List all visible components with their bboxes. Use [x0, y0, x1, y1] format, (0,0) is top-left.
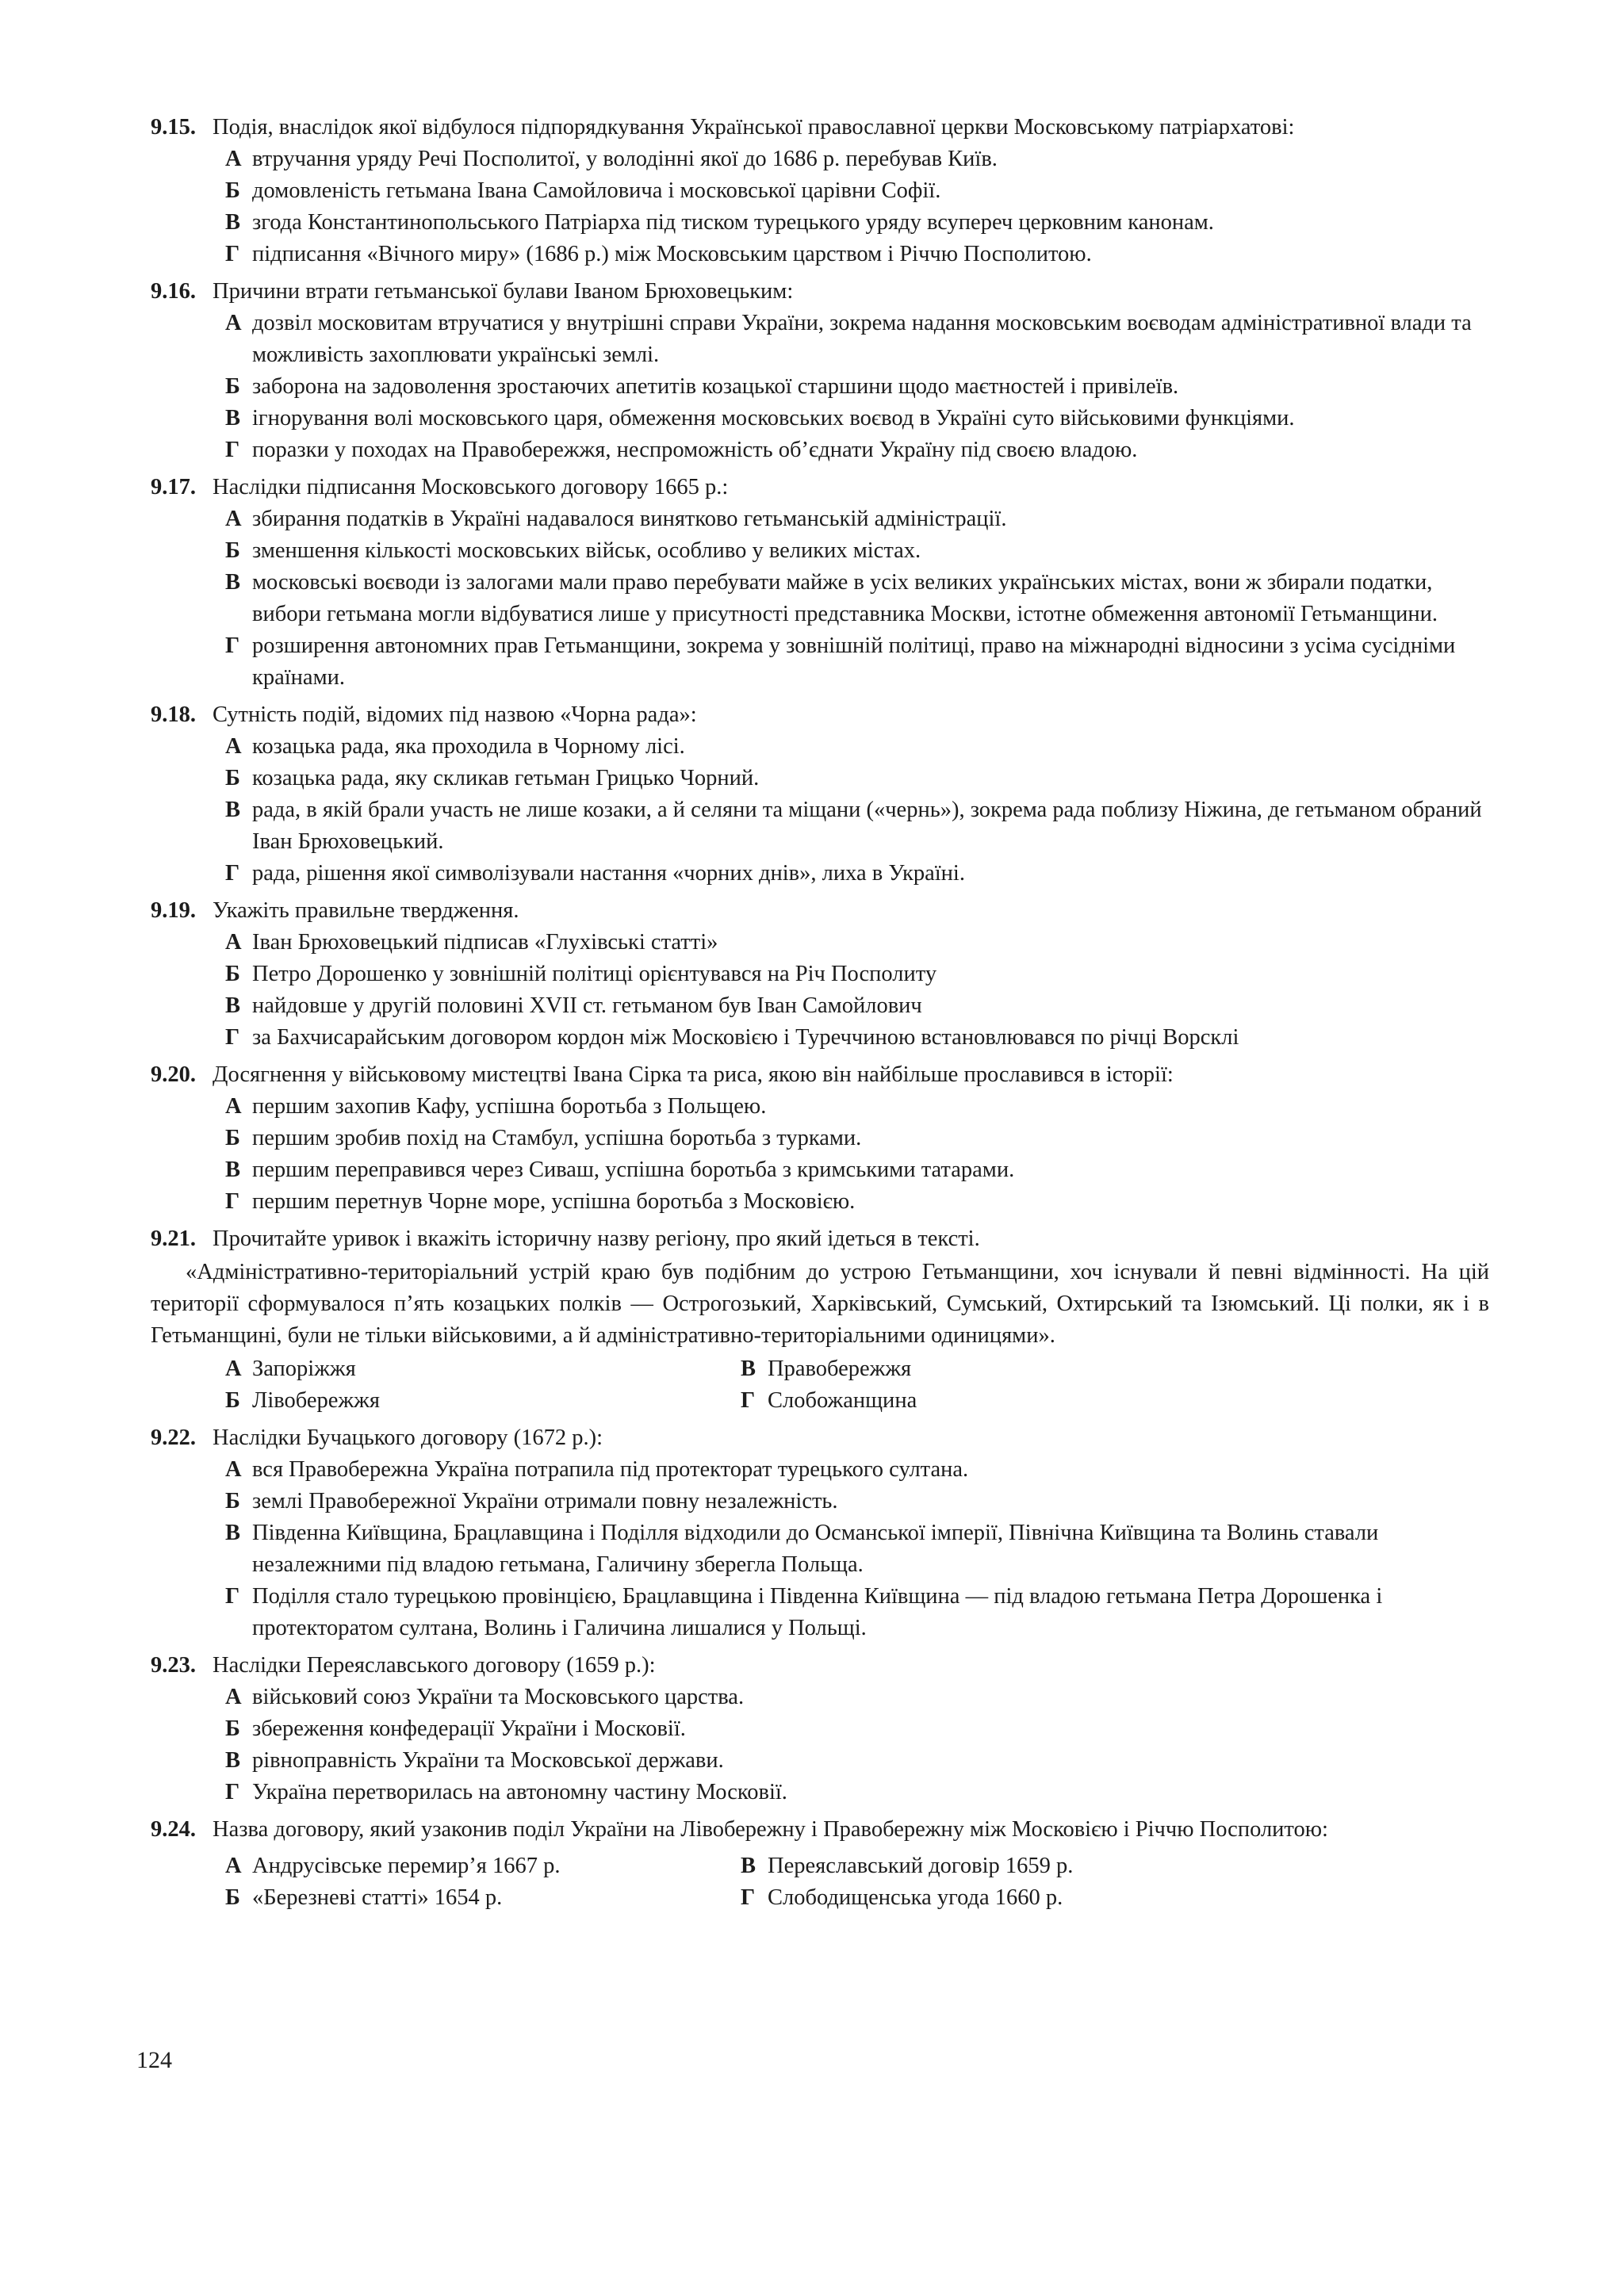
question-9-15 — [151, 111, 1489, 270]
option-v: В московські воєводи із залогами мали право перебувати майже в усіх великих українських містах, вони ж збирали податки, вибори гетьмана могли відбуватися лише у присутності представника Москви, істотне обмеження автономії Гетьманщини. — [225, 570, 1438, 626]
option-h: Г Україна перетворилась на автономну частину Московії. — [225, 1780, 787, 1804]
option-v: В Переяславський договір 1659 р. — [741, 1854, 1074, 1878]
option-b: Б «Березневі статті» 1654 р. — [225, 1885, 503, 1910]
question-number: 9.24. — [151, 1817, 196, 1842]
question-9-24 — [151, 1813, 1489, 1914]
option-h: Г Слобожанщина — [741, 1388, 917, 1413]
question-text: Наслідки підписання Московського договору 1665 р.: — [213, 475, 729, 499]
option-v: В згода Константинопольського Патріарха під тиском турецького уряду всупереч церковним канонам. — [225, 210, 1214, 235]
option-v: В першим переправився через Сиваш, успішна боротьба з кримськими татарами. — [225, 1158, 1015, 1182]
question-9-21 — [151, 1223, 1489, 1417]
question-number: 9.16. — [151, 279, 196, 304]
question-9-17 — [151, 471, 1489, 694]
question-number: 9.21. — [151, 1226, 196, 1251]
quote-excerpt: «Адміністративно-територіальний устрій краю був подібним до устрою Гетьманщини, хоч існували й певні відмінності. На цій території сформувалося п’ять козацьких полків — Острогозький, Харківський, Сумський, Охтирський та Ізюмський. Ці полки, як і в Гетьманщині, були не тільки військовими, а й адміністративно-територіальними одиницями». — [151, 1260, 1489, 1348]
question-9-22 — [151, 1422, 1489, 1644]
question-9-19 — [151, 894, 1489, 1054]
question-number: 9.15. — [151, 115, 196, 140]
question-9-20 — [151, 1058, 1489, 1218]
option-a: А збирання податків в Україні надавалося винятково гетьманській адміністрації. — [225, 507, 1007, 531]
question-9-18 — [151, 698, 1489, 890]
question-text: Сутність подій, відомих під назвою «Чорна рада»: — [213, 702, 697, 727]
option-a: А першим захопив Кафу, успішна боротьба з Польщею. — [225, 1094, 767, 1119]
question-9-16 — [151, 275, 1489, 466]
option-a: А вся Правобережна Україна потрапила під протекторат турецького султана. — [225, 1457, 969, 1482]
option-b: Б першим зробив похід на Стамбул, успішна боротьба з турками. — [225, 1126, 862, 1150]
question-text: Досягнення у військовому мистецтві Івана Сірка та риса, якою він найбільше прославився в історії: — [213, 1062, 1174, 1087]
option-b: Б домовленість гетьмана Івана Самойловича і московської царівни Софії. — [225, 178, 941, 203]
option-b: Б Петро Дорошенко у зовнішній політиці орієнтувався на Річ Посполиту — [225, 962, 937, 986]
question-number: 9.18. — [151, 702, 196, 727]
question-number: 9.22. — [151, 1425, 196, 1450]
question-text: Наслідки Бучацького договору (1672 р.): — [213, 1425, 603, 1450]
option-h: Г розширення автономних прав Гетьманщини, зокрема у зовнішній політиці, право на міжнародні відносини з усіма сусідніми країнами. — [225, 633, 1456, 690]
question-text: Назва договору, який узаконив поділ України на Лівобережну і Правобережну між Московією і Річчю Посполитою: — [213, 1817, 1328, 1842]
option-b: Б козацька рада, яку скликав гетьман Грицько Чорний. — [225, 766, 760, 790]
option-a: А Андрусівське перемир’я 1667 р. — [225, 1854, 561, 1878]
option-a: А військовий союз України та Московського царства. — [225, 1685, 745, 1709]
question-number: 9.17. — [151, 475, 196, 499]
option-a: А козацька рада, яка проходила в Чорному лісі. — [225, 734, 685, 759]
option-v: В рада, в якій брали участь не лише козаки, а й селяни та міщани («чернь»), зокрема рада поблизу Ніжина, де гетьманом обраний Іван Брюховецький. — [225, 798, 1482, 854]
option-h: Г рада, рішення якої символізували настання «чорних днів», лиха в Україні. — [225, 861, 965, 886]
option-h: Г поразки у походах на Правобережжя, неспроможність об’єднати Україну під своєю владою. — [225, 438, 1138, 462]
option-v: В найдовше у другій половині XVII ст. гетьманом був Іван Самойлович — [225, 993, 922, 1018]
option-h: Г підписання «Вічного миру» (1686 р.) між Московським царством і Річчю Посполитою. — [225, 242, 1092, 266]
option-b: Б Лівобережжя — [225, 1388, 380, 1413]
question-9-23 — [151, 1649, 1489, 1808]
option-v: В рівноправність України та Московської держави. — [225, 1748, 724, 1773]
question-number: 9.20. — [151, 1062, 196, 1087]
option-b: Б зменшення кількості московських військ, особливо у великих містах. — [225, 538, 921, 563]
option-a: А Запоріжжя — [225, 1357, 356, 1381]
option-h: Г Слободищенська угода 1660 р. — [741, 1885, 1063, 1910]
option-h: Г за Бахчисарайським договором кордон між Московією і Туреччиною встановлювався по річці Ворсклі — [225, 1025, 1239, 1050]
option-h: Г Поділля стало турецькою провінцією, Брацлавщина і Південна Київщина — під владою гетьмана Петра Дорошенка і протекторатом султана, Волинь і Галичина лишалися у Польщі. — [225, 1584, 1383, 1640]
question-number: 9.19. — [151, 898, 196, 923]
question-text: Наслідки Переяславського договору (1659 р.): — [213, 1653, 656, 1678]
question-text: Подія, внаслідок якої відбулося підпорядкування Української православної церкви Московському патріархатові: — [213, 115, 1295, 140]
option-b: Б збереження конфедерації України і Московії. — [225, 1716, 686, 1741]
option-a: А дозвіл московитам втручатися у внутрішні справи України, зокрема надання московським воєводам адміністративної влади та можливість захоплювати українські землі. — [225, 311, 1472, 367]
option-a: А Іван Брюховецький підписав «Глухівські статті» — [225, 930, 718, 955]
option-v: В Південна Київщина, Брацлавщина і Поділля відходили до Османської імперії, Північна Київщина та Волинь ставали незалежними під владою гетьмана, Галичину зберегла Польща. — [225, 1521, 1379, 1577]
question-number: 9.23. — [151, 1653, 196, 1678]
option-a: А втручання уряду Речі Посполитої, у володінні якої до 1686 р. перебував Київ. — [225, 147, 998, 171]
option-b: Б заборона на задоволення зростаючих апетитів козацької старшини щодо маєтностей і привілеїв. — [225, 374, 1179, 399]
page-number: 124 — [136, 2047, 172, 2073]
option-h: Г першим перетнув Чорне море, успішна боротьба з Московією. — [225, 1189, 856, 1214]
question-text: Прочитайте уривок і вкажіть історичну назву регіону, про який ідеться в тексті. — [213, 1226, 980, 1251]
question-text: Причини втрати гетьманської булави Іваном Брюховецьким: — [213, 279, 794, 304]
option-b: Б землі Правобережної України отримали повну незалежність. — [225, 1489, 838, 1513]
question-text: Укажіть правильне твердження. — [213, 898, 519, 923]
option-v: В Правобережжя — [741, 1357, 912, 1381]
option-v: В ігнорування волі московського царя, обмеження московських воєвод в Україні суто військовими функціями. — [225, 406, 1295, 430]
